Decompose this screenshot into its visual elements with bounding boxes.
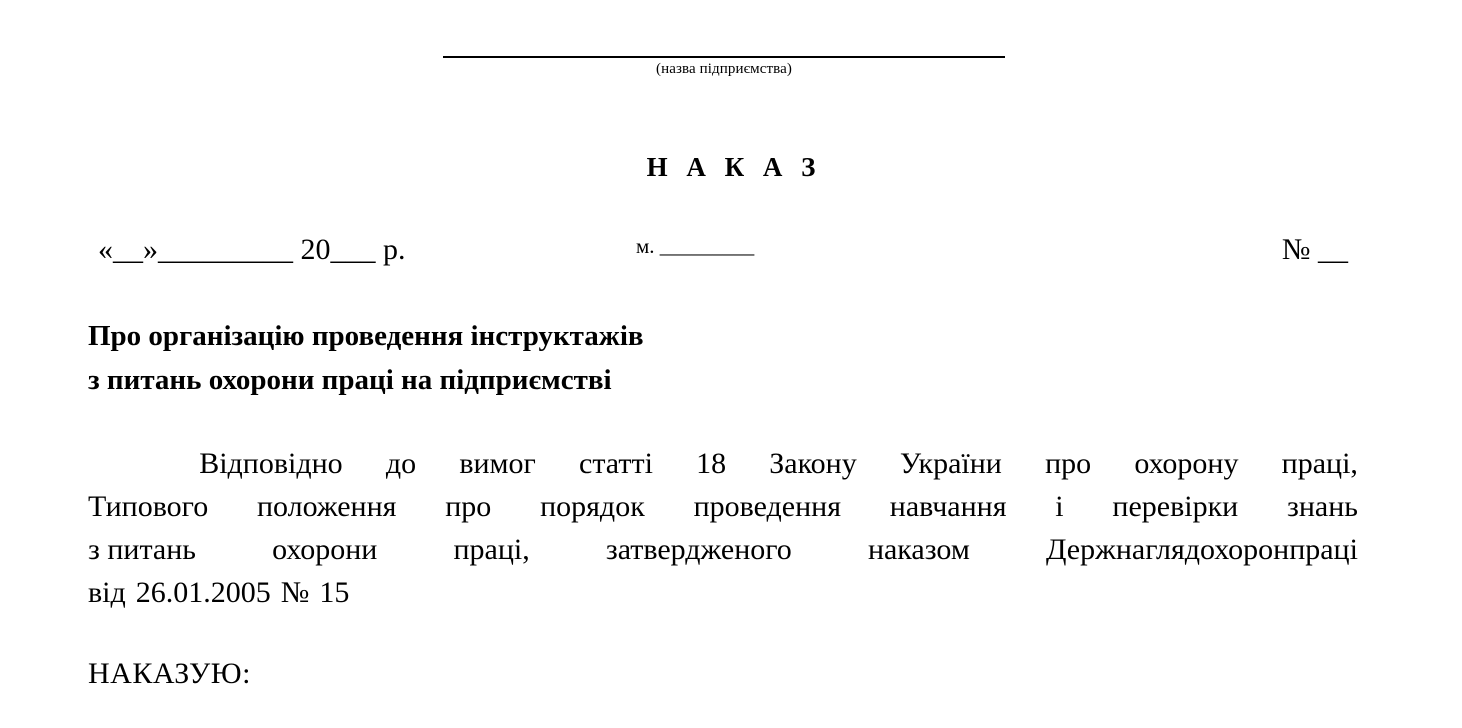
document-meta-line: [88, 228, 1360, 276]
body-paragraph-line: [88, 485, 1358, 528]
body-word: праці,: [1281, 447, 1358, 480]
order-keyword: НАКАЗУЮ:: [88, 657, 251, 690]
body-word: охорони: [272, 533, 378, 566]
body-word: наказом: [867, 533, 970, 566]
body-paragraph-line: [88, 528, 1358, 571]
body-word: Типового: [88, 490, 209, 523]
body-word: про: [1045, 447, 1092, 480]
paragraph-indent: [88, 442, 156, 485]
body-word: Закону: [769, 447, 857, 480]
subject-heading: [88, 314, 988, 402]
body-word: 26.01.2005: [135, 576, 271, 609]
body-word: положення: [257, 490, 397, 523]
body-word: проведення: [693, 490, 842, 523]
organisation-name-block: [443, 56, 1005, 78]
body-word: охорону: [1134, 447, 1239, 480]
body-word: України: [899, 447, 1002, 480]
body-paragraph-line: [88, 442, 1358, 485]
organisation-name-caption: (назва підприємства): [656, 61, 792, 77]
body-word: навчання: [889, 490, 1007, 523]
document-type-title: Н А К А З: [646, 152, 822, 182]
body-word: Відповідно: [199, 447, 343, 480]
body-word: про: [445, 490, 492, 523]
body-word: від: [88, 576, 126, 609]
subject-heading-line-1: Про організацію проведення інструктажів: [88, 320, 644, 352]
document-number-field[interactable]: № __: [1281, 233, 1348, 266]
body-word: 15: [319, 576, 350, 609]
body-word: праці,: [453, 533, 530, 566]
body-word: з питань: [88, 533, 196, 566]
body-paragraph: [88, 442, 1358, 614]
body-word: порядок: [540, 490, 645, 523]
organisation-name-rule[interactable]: [443, 56, 1005, 58]
body-word: і: [1055, 490, 1064, 523]
subject-heading-line-2: з питань охорони праці на підприємстві: [88, 364, 612, 396]
body-word: статті: [579, 447, 653, 480]
body-word: №: [280, 576, 310, 609]
date-field[interactable]: «__»_________ 20___ р.: [98, 233, 406, 266]
body-word: перевірки: [1112, 490, 1239, 523]
body-word: вимог: [459, 447, 536, 480]
body-word: знань: [1287, 490, 1358, 523]
body-word: затвердженого: [605, 533, 792, 566]
body-word: Держнаглядохоронпраці: [1045, 533, 1358, 566]
body-word: до: [385, 447, 417, 480]
body-paragraph-line: [88, 571, 1358, 614]
body-word: 18: [696, 447, 727, 480]
place-field[interactable]: м. _________: [636, 234, 755, 258]
body-paragraph-block: [88, 442, 1358, 614]
